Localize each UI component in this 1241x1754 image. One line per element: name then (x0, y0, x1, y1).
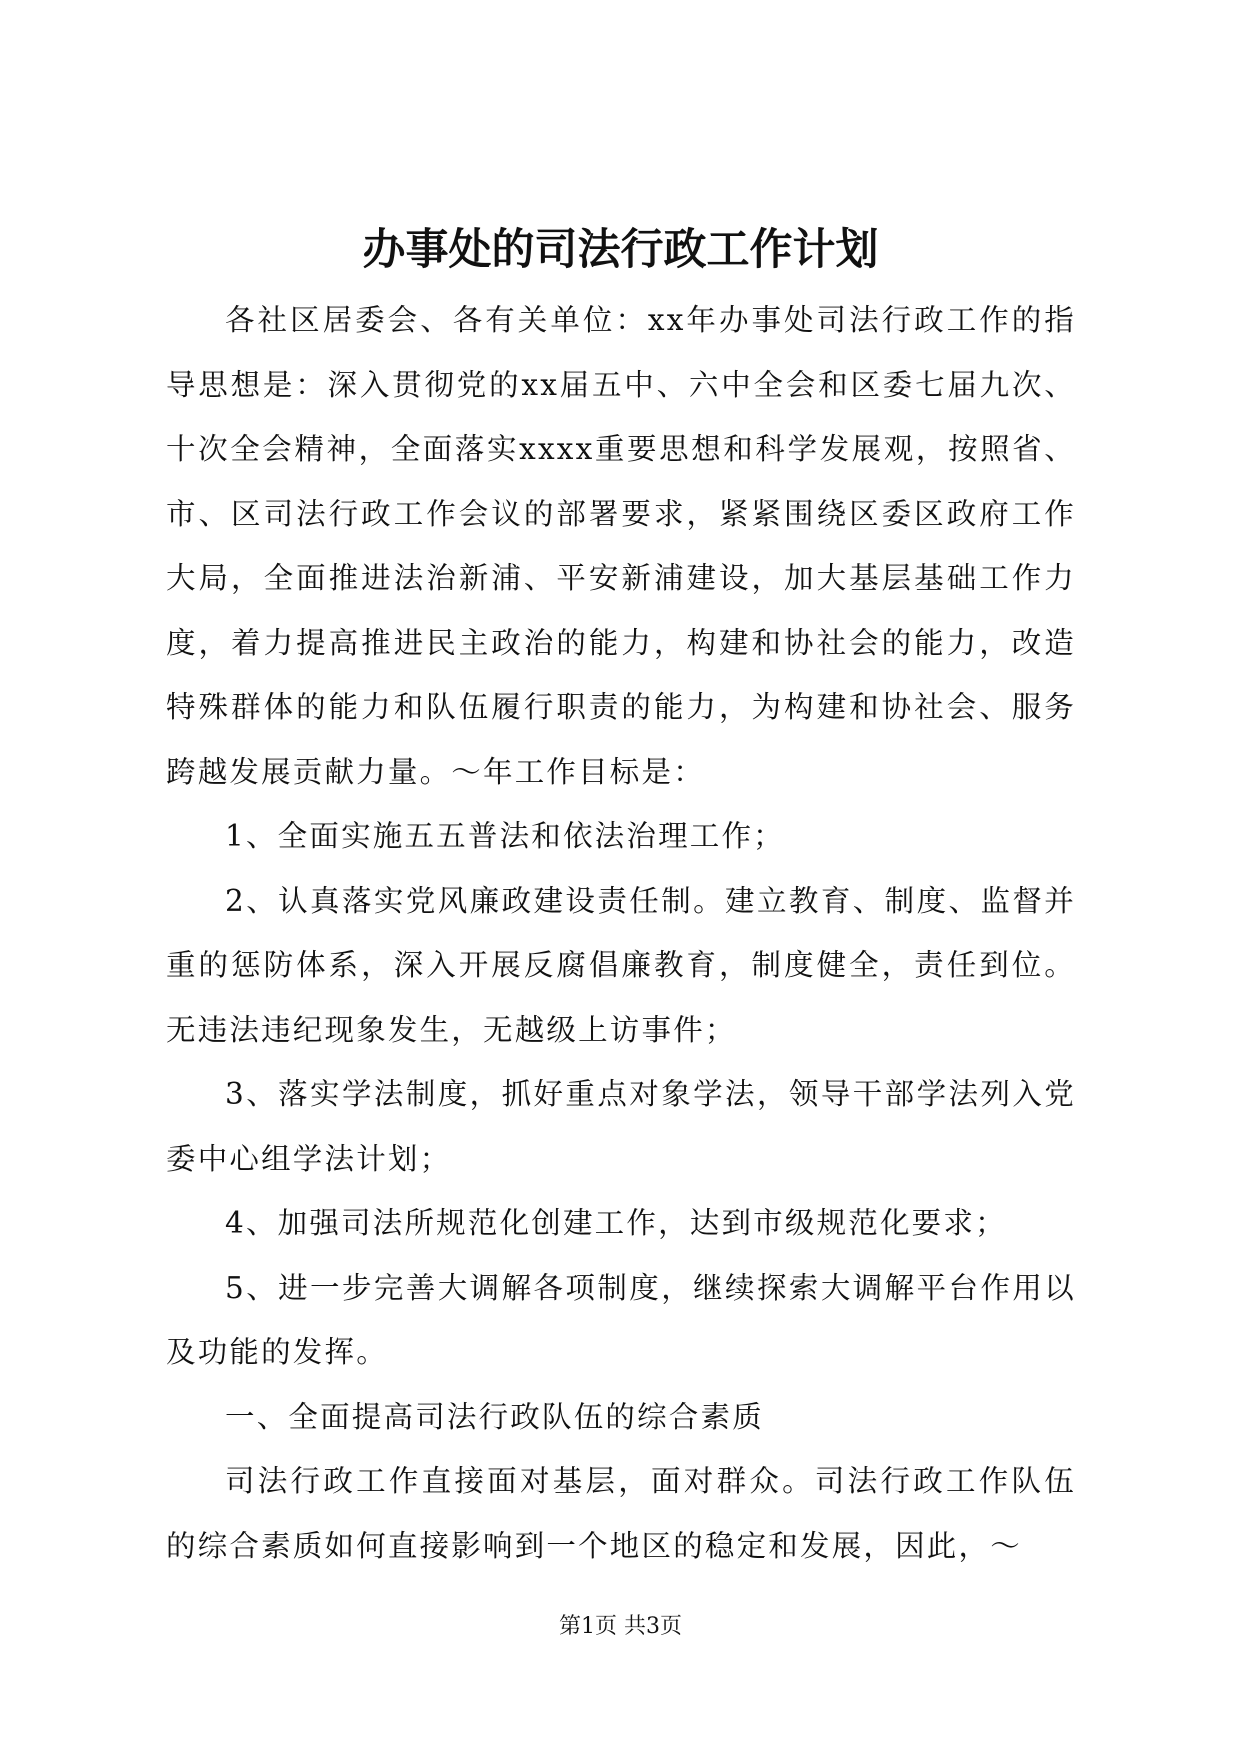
paragraph-section-1: 司法行政工作直接面对基层，面对群众。司法行政工作队伍的综合素质如何直接影响到一个地区的稳定和发展，因此，～ (166, 1464, 1076, 1563)
paragraph-intro: 各社区居委会、各有关单位：xx年办事处司法行政工作的指导思想是：深入贯彻党的xx届五中、六中全会和区委七届九次、十次全会精神，全面落实xxxx重要思想和科学发展观，按照省、市、区司法行政工作会议的部署要求，紧紧围绕区委区政府工作大局，全面推进法治新浦、平安新浦建设，加大基层基础工作力度，着力提高推进民主政治的能力，构建和协社会的能力，改造特殊群体的能力和队伍履行职责的能力，为构建和协社会、服务跨越发展贡献力量。～年工作目标是： (166, 303, 1076, 789)
document-body (166, 288, 1076, 1578)
paragraph-goal-1: 1、全面实施五五普法和依法治理工作； (225, 819, 785, 853)
page-number-footer: 第1页 共3页 (559, 1614, 682, 1639)
paragraph-goal-3: 3、落实学法制度，抓好重点对象学法，领导干部学法列入党委中心组学法计划； (166, 1077, 1076, 1176)
section-heading-1: 一、全面提高司法行政队伍的综合素质 (225, 1399, 764, 1434)
document-title: 办事处的司法行政工作计划 (362, 225, 879, 275)
paragraph-goal-4: 4、加强司法所规范化创建工作，达到市级规范化要求； (225, 1206, 1007, 1240)
paragraph-goal-2: 2、认真落实党风廉政建设责任制。建立教育、制度、监督并重的惩防体系，深入开展反腐倡廉教育，制度健全，责任到位。无违法违纪现象发生，无越级上访事件； (166, 883, 1076, 1047)
paragraph-goal-5: 5、进一步完善大调解各项制度，继续探索大调解平台作用以及功能的发挥。 (166, 1270, 1076, 1369)
